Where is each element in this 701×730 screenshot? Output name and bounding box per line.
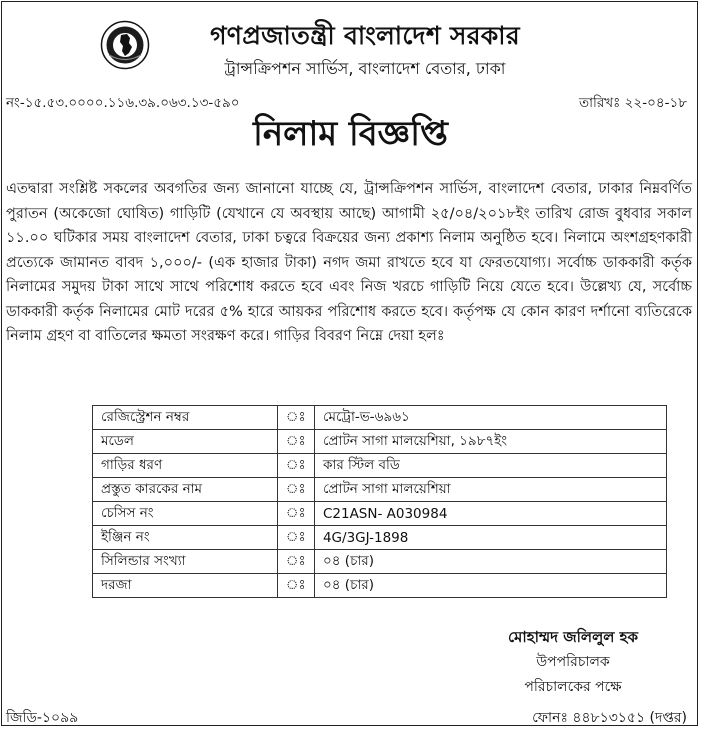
table-row — [93, 574, 667, 598]
notice-date: তারিখঃ ২২-০৪-১৮ — [578, 95, 687, 111]
row-value: 4G/3GJ-1898 — [314, 526, 666, 550]
row-value: ০৪ (চার) — [314, 574, 666, 598]
row-label: দরজা — [93, 574, 278, 598]
signatory-designation: উপপরিচালক — [536, 654, 610, 670]
row-colon: ঃ — [277, 526, 314, 550]
table-row — [93, 406, 667, 430]
row-colon: ঃ — [277, 574, 314, 598]
table-row — [93, 502, 667, 526]
row-colon: ঃ — [277, 454, 314, 478]
row-value: ০৪ (চার) — [314, 550, 666, 574]
row-label: মডেল — [93, 430, 278, 454]
row-colon: ঃ — [277, 502, 314, 526]
row-label: রেজিস্ট্রেশন নম্বর — [93, 406, 278, 430]
row-value: কার স্টিল বডি — [314, 454, 666, 478]
table-row — [93, 430, 667, 454]
signatory-on-behalf: পরিচালকের পক্ষে — [524, 679, 622, 695]
table-row — [93, 550, 667, 574]
row-label: প্রস্তুত কারকের নাম — [93, 478, 278, 502]
signature-block — [455, 625, 691, 700]
row-label: চেসিস নং — [93, 502, 278, 526]
row-label: ইঞ্জিন নং — [93, 526, 278, 550]
office-phone: ফোনঃ ৪৪৮১৩১৫১ (দপ্তর) — [532, 710, 687, 726]
notice-body — [6, 177, 692, 349]
gd-number: জিডি-১০৯৯ — [6, 710, 79, 726]
row-colon: ঃ — [277, 550, 314, 574]
government-name: গণপ্রজাতন্ত্রী বাংলাদেশ সরকার — [210, 21, 520, 50]
row-value: প্রোটন সাগা মালয়েশিয়া, ১৯৮৭ইং — [314, 430, 666, 454]
table-row — [93, 454, 667, 478]
notice-title: নিলাম বিজ্ঞপ্তি — [253, 114, 448, 154]
vehicle-details-table — [92, 405, 667, 598]
row-value: প্রোটন সাগা মালয়েশিয়া — [314, 478, 666, 502]
government-seal-icon — [100, 20, 150, 70]
office-name: ট্রান্সক্রিপশন সার্ভিস, বাংলাদেশ বেতার, ঢাকা — [224, 59, 506, 78]
row-colon: ঃ — [277, 406, 314, 430]
row-value: C21ASN- A030984 — [314, 502, 666, 526]
memo-number: নং-১৫.৫৩.০০০০.১১৬.৩৯.০৬৩.১৩-৫৯০ — [6, 95, 240, 111]
row-colon: ঃ — [277, 430, 314, 454]
table-row — [93, 478, 667, 502]
row-label: গাড়ির ধরণ — [93, 454, 278, 478]
table-row — [93, 526, 667, 550]
row-colon: ঃ — [277, 478, 314, 502]
signatory-name: মোহাম্মদ জলিলুল হক — [507, 628, 639, 646]
body-paragraph: এতদ্বারা সংশ্লিষ্ট সকলের অবগতির জন্য জানানো যাচ্ছে যে, ট্রান্সক্রিপশন সার্ভিস, বাংলাদেশ বেতার, ঢাকার নিম্নবর্ণিত পুরাতন (অকেজো ঘোষিত) গাড়িটি (যেখানে যে অবস্থায় আছে) আগামী ২৫/০৪/২০১৮ইং তারিখ রোজ বুধবার সকাল ১১.০০ ঘটিকার সময় বাংলাদেশ বেতার, ঢাকা চত্বরে বিক্রয়ের জন্য প্রকাশ্য নিলাম অনুষ্ঠিত হবে। নিলামে অংশগ্রহণকারী প্রত্যেকে জামানত বাবদ ১,০০০/- (এক হাজার টাকা) নগদ জমা রাখতে হবে যা ফেরতযোগ্য। সর্বোচ্চ ডাককারী কর্তৃক নিলামের সমুদয় টাকা সাথে সাথে পরিশোধ করতে হবে এবং নিজ খরচে গাড়িটি নিয়ে যেতে হবে। উল্লেখ্য যে, সর্বোচ্চ ডাককারী কর্তৃক নিলামের মোট দরের ৫% হারে আয়কর পরিশোধ করতে হবে। কর্তৃপক্ষ যে কোন কারণ দর্শানো ব্যতিরেকে নিলাম গ্রহণ বা বাতিলের ক্ষমতা সংরক্ষণ করে। গাড়ির বিবরণ নিম্নে দেয়া হলঃ — [6, 181, 692, 344]
row-value: মেট্রো-ভ-৬৯৬১ — [314, 406, 666, 430]
row-label: সিলিন্ডার সংখ্যা — [93, 550, 278, 574]
